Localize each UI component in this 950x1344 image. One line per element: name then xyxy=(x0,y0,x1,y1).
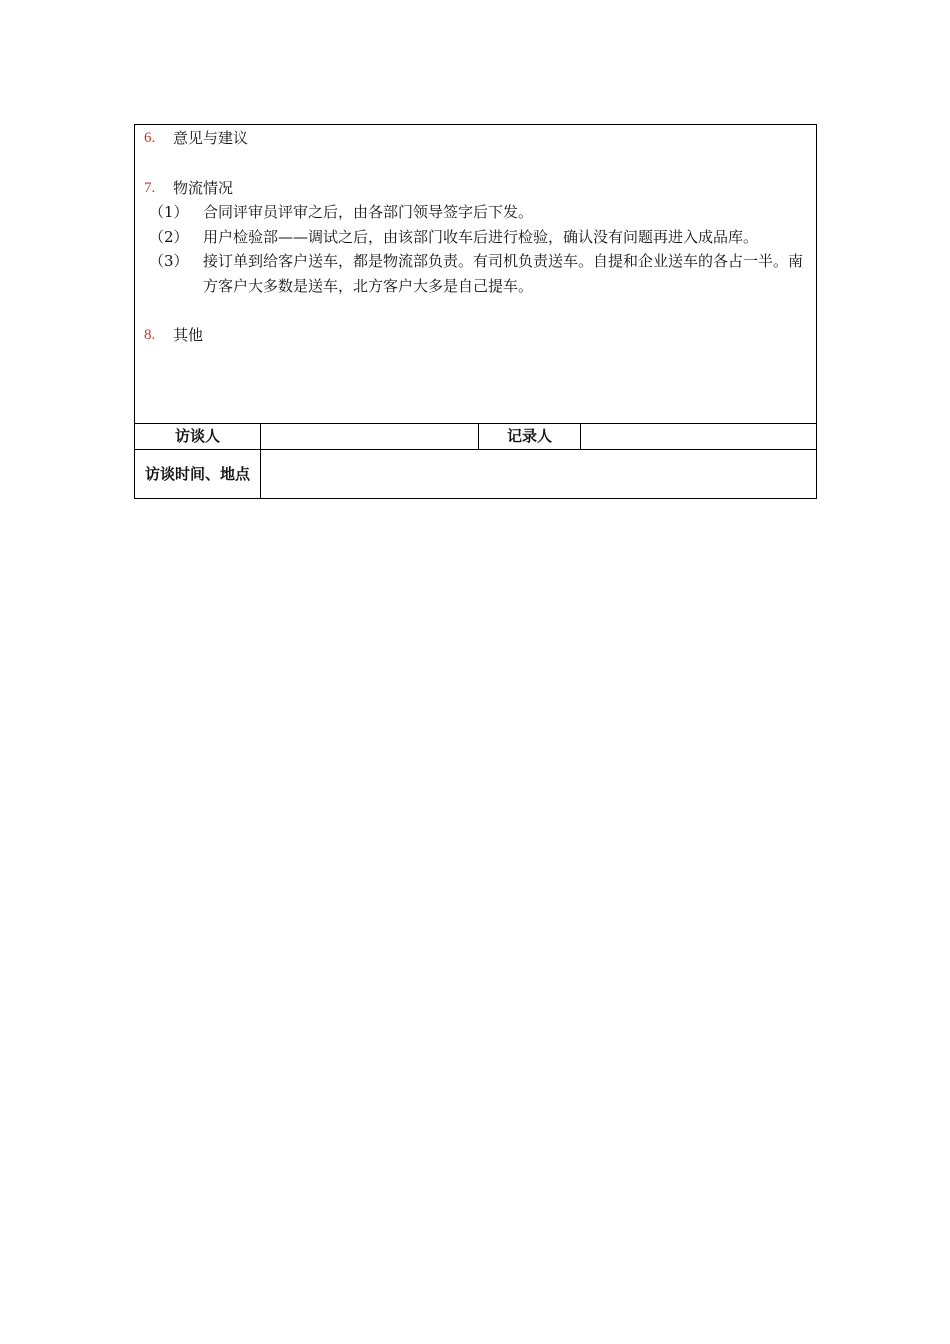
recorder-label: 记录人 xyxy=(479,424,581,450)
list-item xyxy=(149,225,816,250)
item-number: （1） xyxy=(149,203,189,221)
item-text: 用户检验部——调试之后，由该部门收车后进行检验，确认没有问题再进入成品库。 xyxy=(203,227,759,246)
list-item xyxy=(149,249,816,298)
list-item xyxy=(149,200,816,225)
section-6-heading xyxy=(144,126,816,151)
section-number: 8. xyxy=(144,327,156,343)
section-title: 其他 xyxy=(173,326,204,344)
time-place-value xyxy=(261,450,817,499)
section-number: 6. xyxy=(144,130,156,146)
item-number: （3） xyxy=(149,252,189,270)
interview-record-table xyxy=(134,124,817,499)
section-title: 物流情况 xyxy=(173,178,234,197)
recorder-value xyxy=(581,424,817,450)
section-8-heading xyxy=(144,323,816,348)
time-place-label: 访谈时间、地点 xyxy=(135,450,261,499)
item-number: （2） xyxy=(149,227,189,246)
item-text: 合同评审员评审之后，由各部门领导签字后下发。 xyxy=(203,203,534,221)
section-7-heading xyxy=(144,176,816,201)
interviewer-value xyxy=(261,424,479,450)
section-number: 7. xyxy=(144,179,156,196)
interviewer-label: 访谈人 xyxy=(135,424,261,450)
item-text: 接订单到给客户送车，都是物流部负责。有司机负责送车。自提和企业送车的各占一半。南方客户大多数是送车，北方客户大多是自己提车。 xyxy=(203,252,804,295)
content-cell xyxy=(135,125,817,424)
section-title: 意见与建议 xyxy=(173,129,249,147)
